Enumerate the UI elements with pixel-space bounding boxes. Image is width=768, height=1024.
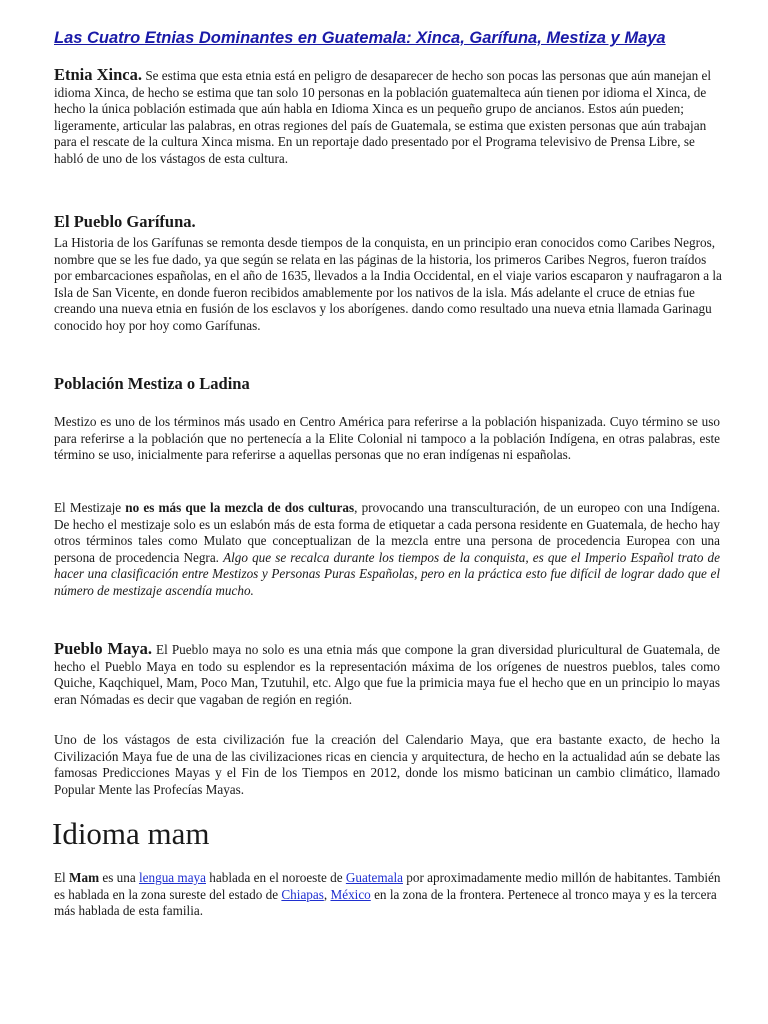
maya-paragraph-2: Uno de los vástagos de esta civilización fue la creación del Calendario Maya, que era bastante exacto, de hecho la Civilización Maya fue de una de las civilizaciones ricas en ciencia y arquitectura, de hecho en la actualidad aún se debate las famosas Predicciones Mayas y el Fin de los Tiempos en 2012, donde los mismo baticinan un cambio climático, llamado Popular Mente las Profecías Mayas. (54, 732, 720, 797)
xinca-paragraph (54, 67, 724, 168)
chiapas-link[interactable]: Chiapas (281, 886, 324, 902)
mestiza-heading: Población Mestiza o Ladina (54, 374, 250, 393)
maya-heading: Pueblo Maya. (54, 639, 152, 658)
document-title-link[interactable]: Las Cuatro Etnias Dominantes en Guatemala: Xinca, Garífuna, Mestiza y Maya (54, 29, 666, 47)
xinca-text: Se estima que esta etnia está en peligro de desaparecer de hecho son pocas las personas que aún manejan el idioma Xinca, de hecho se estima que tan solo 10 personas en la población guatemalteca aún tienen por idioma el Xinca, de hecho la única población estimada que aún habla en Idioma Xinca es un pequeño grupo de ancianos. Estos aún pueden; ligeramente, articular las palabras, en otras regiones del país de Guatemala, se estima que existen personas que aún trabajan para el rescate de la cultura Xinca misma. En un reportaje dado presentado por el Programa televisivo de Prensa Libre, se habló de uno de los vástagos de esta cultura. (54, 68, 712, 166)
mestiza-paragraph-1: Mestizo es uno de los términos más usado en Centro América para referirse a la población hispanizada. Cuyo término se uso para referirse a la población que no pertenecía a la Elite Colonial ni tampoco a la población Indígena, en otras palabras, este término se uso, inicialmente para referirse a aquellas personas que no eran indígenas ni españolas. (54, 414, 720, 463)
mam-text-2: es una (102, 870, 136, 885)
mam-text-4: por aproximadamente medio millón de habitantes. También es hablada en la zona sureste del estado de (54, 870, 721, 902)
guatemala-link[interactable]: Guatemala (345, 870, 403, 885)
lengua-maya-link[interactable]: lengua maya (138, 870, 206, 885)
maya-paragraph-1 (54, 641, 720, 708)
maya-text: El Pueblo maya no solo es una etnia más que compone la gran diversidad pluricultural de Guatemala, de hecho el Pueblo Maya en todo su esplendor es la representación máxima de los orígenes de nuestros pueblos, tales como Quiche, Kaqchiquel, Mam, Poco Man, Tzutuhil, etc. Algo que fue la primicia maya fue el hecho que en un principio lo mayas eran Nómadas es decir que vagaban de región en región. (54, 642, 721, 707)
mestiza-p2-lead: El Mestizaje (54, 500, 122, 515)
mestiza-p2-bold: no es más que la mezcla de dos culturas (125, 500, 355, 515)
mam-heading: Idioma mam (52, 816, 210, 851)
mam-text-1: El (54, 870, 66, 885)
mam-text-3: hablada en el noroeste de (209, 870, 343, 885)
mestiza-p2-body: , provocando una transculturación, de un europeo con una Indígena. De hecho el mestizaje solo es un eslabón más de esta forma de etiquetar a cada persona residente en Guatemala, de hecho hay otros términos tales como Mulato que conceptualizan de la mezcla entre una persona de procedencia Europea con una persona de procedencia Negra. (54, 500, 720, 565)
xinca-heading: Etnia Xinca. (54, 65, 143, 84)
mam-text-6: en la zona de la frontera. Pertenece al tronco maya y es la tercera más hablada de esta familia. (54, 886, 717, 919)
mam-bold: Mam (69, 870, 100, 885)
mexico-link[interactable]: México (330, 886, 371, 902)
mestiza-p2-italic: Algo que se recalca durante los tiempos de la conquista, es que el Imperio Español trato de hacer una clasificación entre Mestizos y Personas Puras Españolas, pero en la práctica esto fue difícil de lograr dado que el número de mestizaje ascendía mucho. (54, 549, 721, 598)
garifuna-text: La Historia de los Garífunas se remonta desde tiempos de la conquista, en un principio eran conocidos como Caribes Negros, nombre que se les fue dado, ya que según se relata en las páginas de la historia, los primeros Caribes Negros, fueron traídos por embarcaciones españolas, en el año de 1635, llevados a la India Occidental, en el viaje varios escaparon y naufragaron a la Isla de San Vicente, en donde fueron recibidos amablemente por los nativos de la isla. Más adelante el cruce de etnias fue creando una nueva etnia en fusión de los esclavos y los aborígenes. dando como resultado una nueva etnia llamada Garinagu conocido hoy por hoy como Garífunas. (54, 235, 722, 333)
mam-paragraph (54, 870, 724, 920)
mestiza-paragraph-2 (54, 500, 720, 600)
mam-text-5: , (323, 886, 328, 902)
garifuna-heading: El Pueblo Garífuna. (54, 212, 196, 231)
